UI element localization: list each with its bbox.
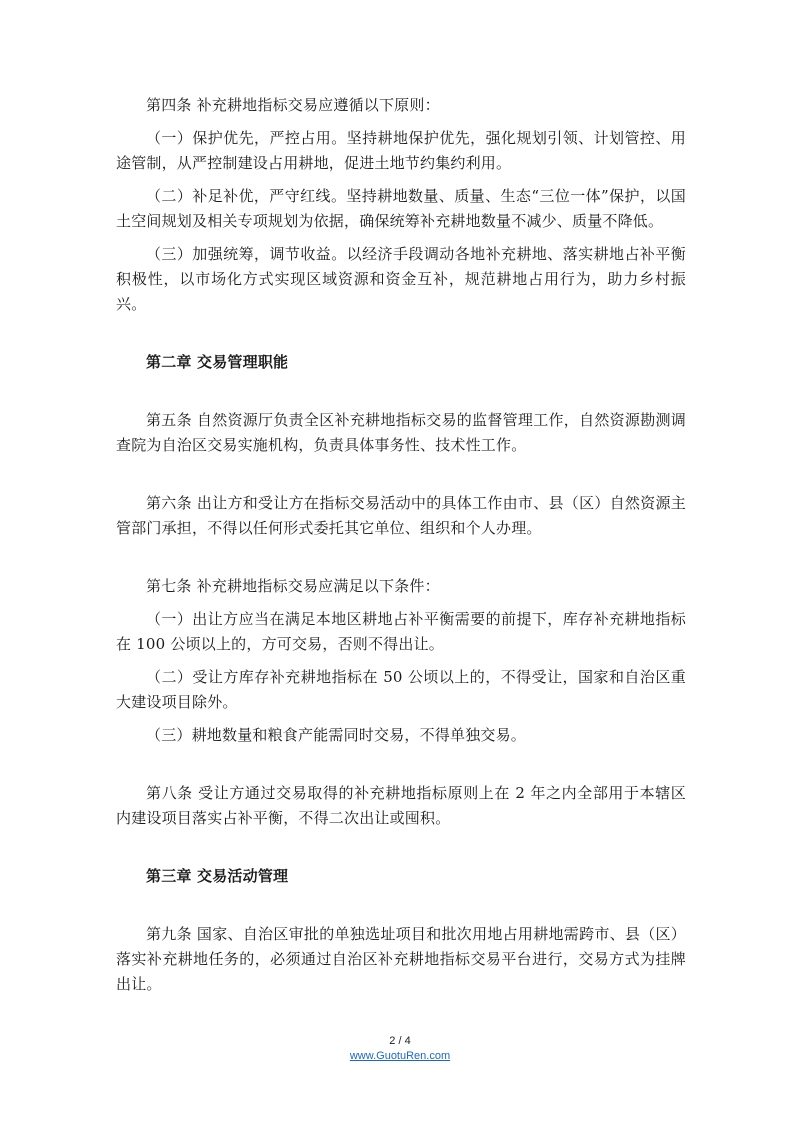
article-4-item-1: （一）保护优先，严控占用。坚持耕地保护优先，强化规划引领、计划管控、用途管制，从严控制建设占用耕地，促进土地节约集约利用。 — [116, 129, 686, 172]
article-8: 第八条 受让方通过交易取得的补充耕地指标原则上在 2 年之内全部用于本辖区内建设项目落实占补平衡，不得二次出让或囤积。 — [116, 784, 686, 827]
article-5: 第五条 自然资源厅负责全区补充耕地指标交易的监督管理工作，自然资源勘测调查院为自治区交易实施机构，负责具体事务性、技术性工作。 — [116, 411, 686, 454]
article-6: 第六条 出让方和受让方在指标交易活动中的具体工作由市、县（区）自然资源主管部门承担，不得以任何形式委托其它单位、组织和个人办理。 — [116, 494, 686, 537]
page-number: 2 / 4 — [389, 1035, 411, 1047]
chapter-3-title: 第三章 交易活动管理 — [146, 867, 289, 885]
website-link[interactable]: www.GuotuRen.com — [349, 1050, 451, 1062]
article-9: 第九条 国家、自治区审批的单独选址项目和批次用地占用耕地需跨市、县（区）落实补充耕地任务的，必须通过自治区补充耕地指标交易平台进行，交易方式为挂牌出让。 — [116, 925, 686, 993]
article-7-item-3: （三）耕地数量和粮食产能需同时交易，不得单独交易。 — [146, 726, 527, 744]
article-7-item-1: （一）出让方应当在满足本地区耕地占补平衡需要的前提下，库存补充耕地指标在 100 公顷以上的，方可交易，否则不得出让。 — [116, 610, 686, 653]
article-7-item-2: （二）受让方库存补充耕地指标在 50 公顷以上的，不得受让，国家和自治区重大建设项目除外。 — [116, 668, 686, 711]
document-body — [116, 93, 686, 997]
article-7-heading: 第七条 补充耕地指标交易应满足以下条件： — [146, 577, 440, 595]
article-4-item-3: （三）加强统筹，调节收益。以经济手段调动各地补充耕地、落实耕地占补平衡积极性，以市场化方式实现区域资源和资金互补，规范耕地占用行为，助力乡村振兴。 — [116, 245, 686, 313]
chapter-2-title: 第二章 交易管理职能 — [146, 353, 289, 371]
article-4-item-2: （二）补足补优，严守红线。坚持耕地数量、质量、生态“三位一体”保护，以国土空间规划及相关专项规划为依据，确保统筹补充耕地数量不减少、质量不降低。 — [116, 187, 686, 230]
article-4-heading: 第四条 补充耕地指标交易应遵循以下原则： — [146, 96, 440, 114]
